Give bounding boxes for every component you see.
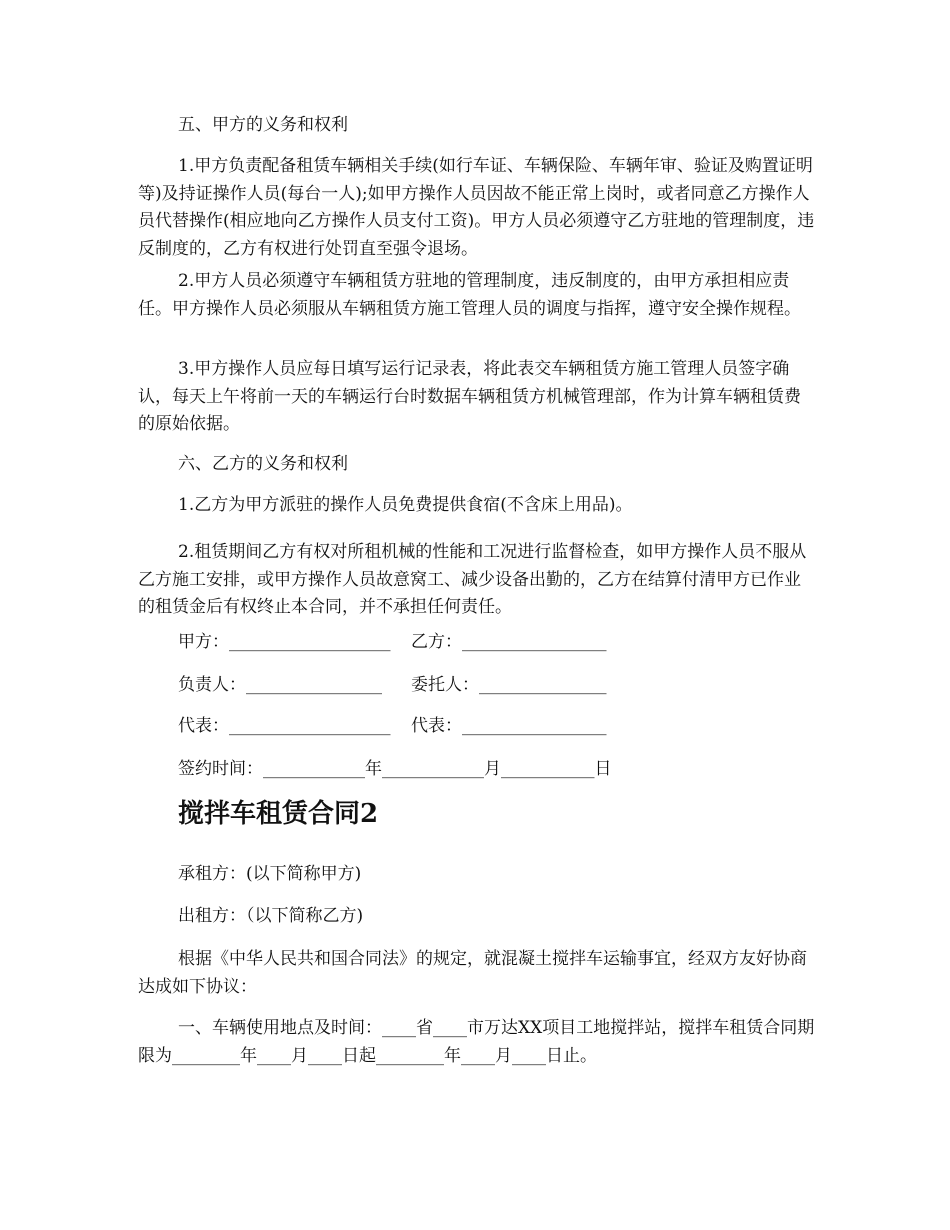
signature-party-b: 乙方：_________________ [411, 632, 607, 652]
intro-paragraph: 根据《中华人民共和国合同法》的规定，就混凝土搅拌车运输事宜，经双方友好协商达成如下协议： [138, 949, 807, 997]
section-5-paragraph-1: 1.甲方负责配备租赁车辆相关手续(如行车证、车辆保险、车辆年审、验证及购置证明等)及持证操作人员(每台一人);如甲方操作人员因故不能正常上岗时，或者同意乙方操作人员代替操作(相应地向乙方操作人员支付工资)。甲方人员必须遵守乙方驻地的管理制度，违反制度的，乙方有权进行处罚直至强令退场。 [138, 156, 815, 259]
section-5-heading: 五、甲方的义务和权利 [178, 115, 348, 135]
signature-representative-a: 代表：___________________ [178, 716, 391, 736]
signature-party-a: 甲方：___________________ [178, 632, 391, 652]
signature-date: 签约时间：____________年____________月___________日 [178, 759, 612, 779]
signature-person-in-charge: 负责人：________________ [178, 675, 382, 695]
lessee-line: 承租方：(以下简称甲方) [178, 864, 362, 884]
signature-representative-b: 代表：_________________ [411, 716, 607, 736]
section-5-paragraph-2: 2.甲方人员必须遵守车辆租赁方驻地的管理制度，违反制度的，由甲方承担相应责任。甲方操作人员必须服从车辆租赁方施工管理人员的调度与指挥，遵守安全操作规程。 [138, 271, 801, 319]
section-6-paragraph-2: 2.租赁期间乙方有权对所租机械的性能和工况进行监督检查，如甲方操作人员不服从乙方施工安排，或甲方操作人员故意窝工、减少设备出勤的，乙方在结算付清甲方已作业的租赁金后有权终止本合同，并不承担任何责任。 [138, 542, 807, 617]
section-5-paragraph-3: 3.甲方操作人员应每日填写运行记录表，将此表交车辆租赁方施工管理人员签字确认，每天上午将前一天的车辆运行台时数据车辆租赁方机械管理部，作为计算车辆租赁费的原始依据。 [138, 359, 801, 434]
section-6-heading: 六、乙方的义务和权利 [178, 454, 348, 474]
lessor-line: 出租方：（以下简称乙方) [178, 906, 364, 926]
section-6-paragraph-1: 1.乙方为甲方派驻的操作人员免费提供食宿(不含床上用品)。 [178, 495, 633, 515]
clause-1-paragraph: 一、车辆使用地点及时间：____省____市万达XX项目工地搅拌站，搅拌车租赁合同期限为________年____月____日起________年____月____日止。 [138, 1018, 815, 1066]
contract-2-title: 搅拌车租赁合同2 [178, 799, 379, 829]
signature-entrusted-person: 委托人：_______________ [411, 675, 607, 695]
